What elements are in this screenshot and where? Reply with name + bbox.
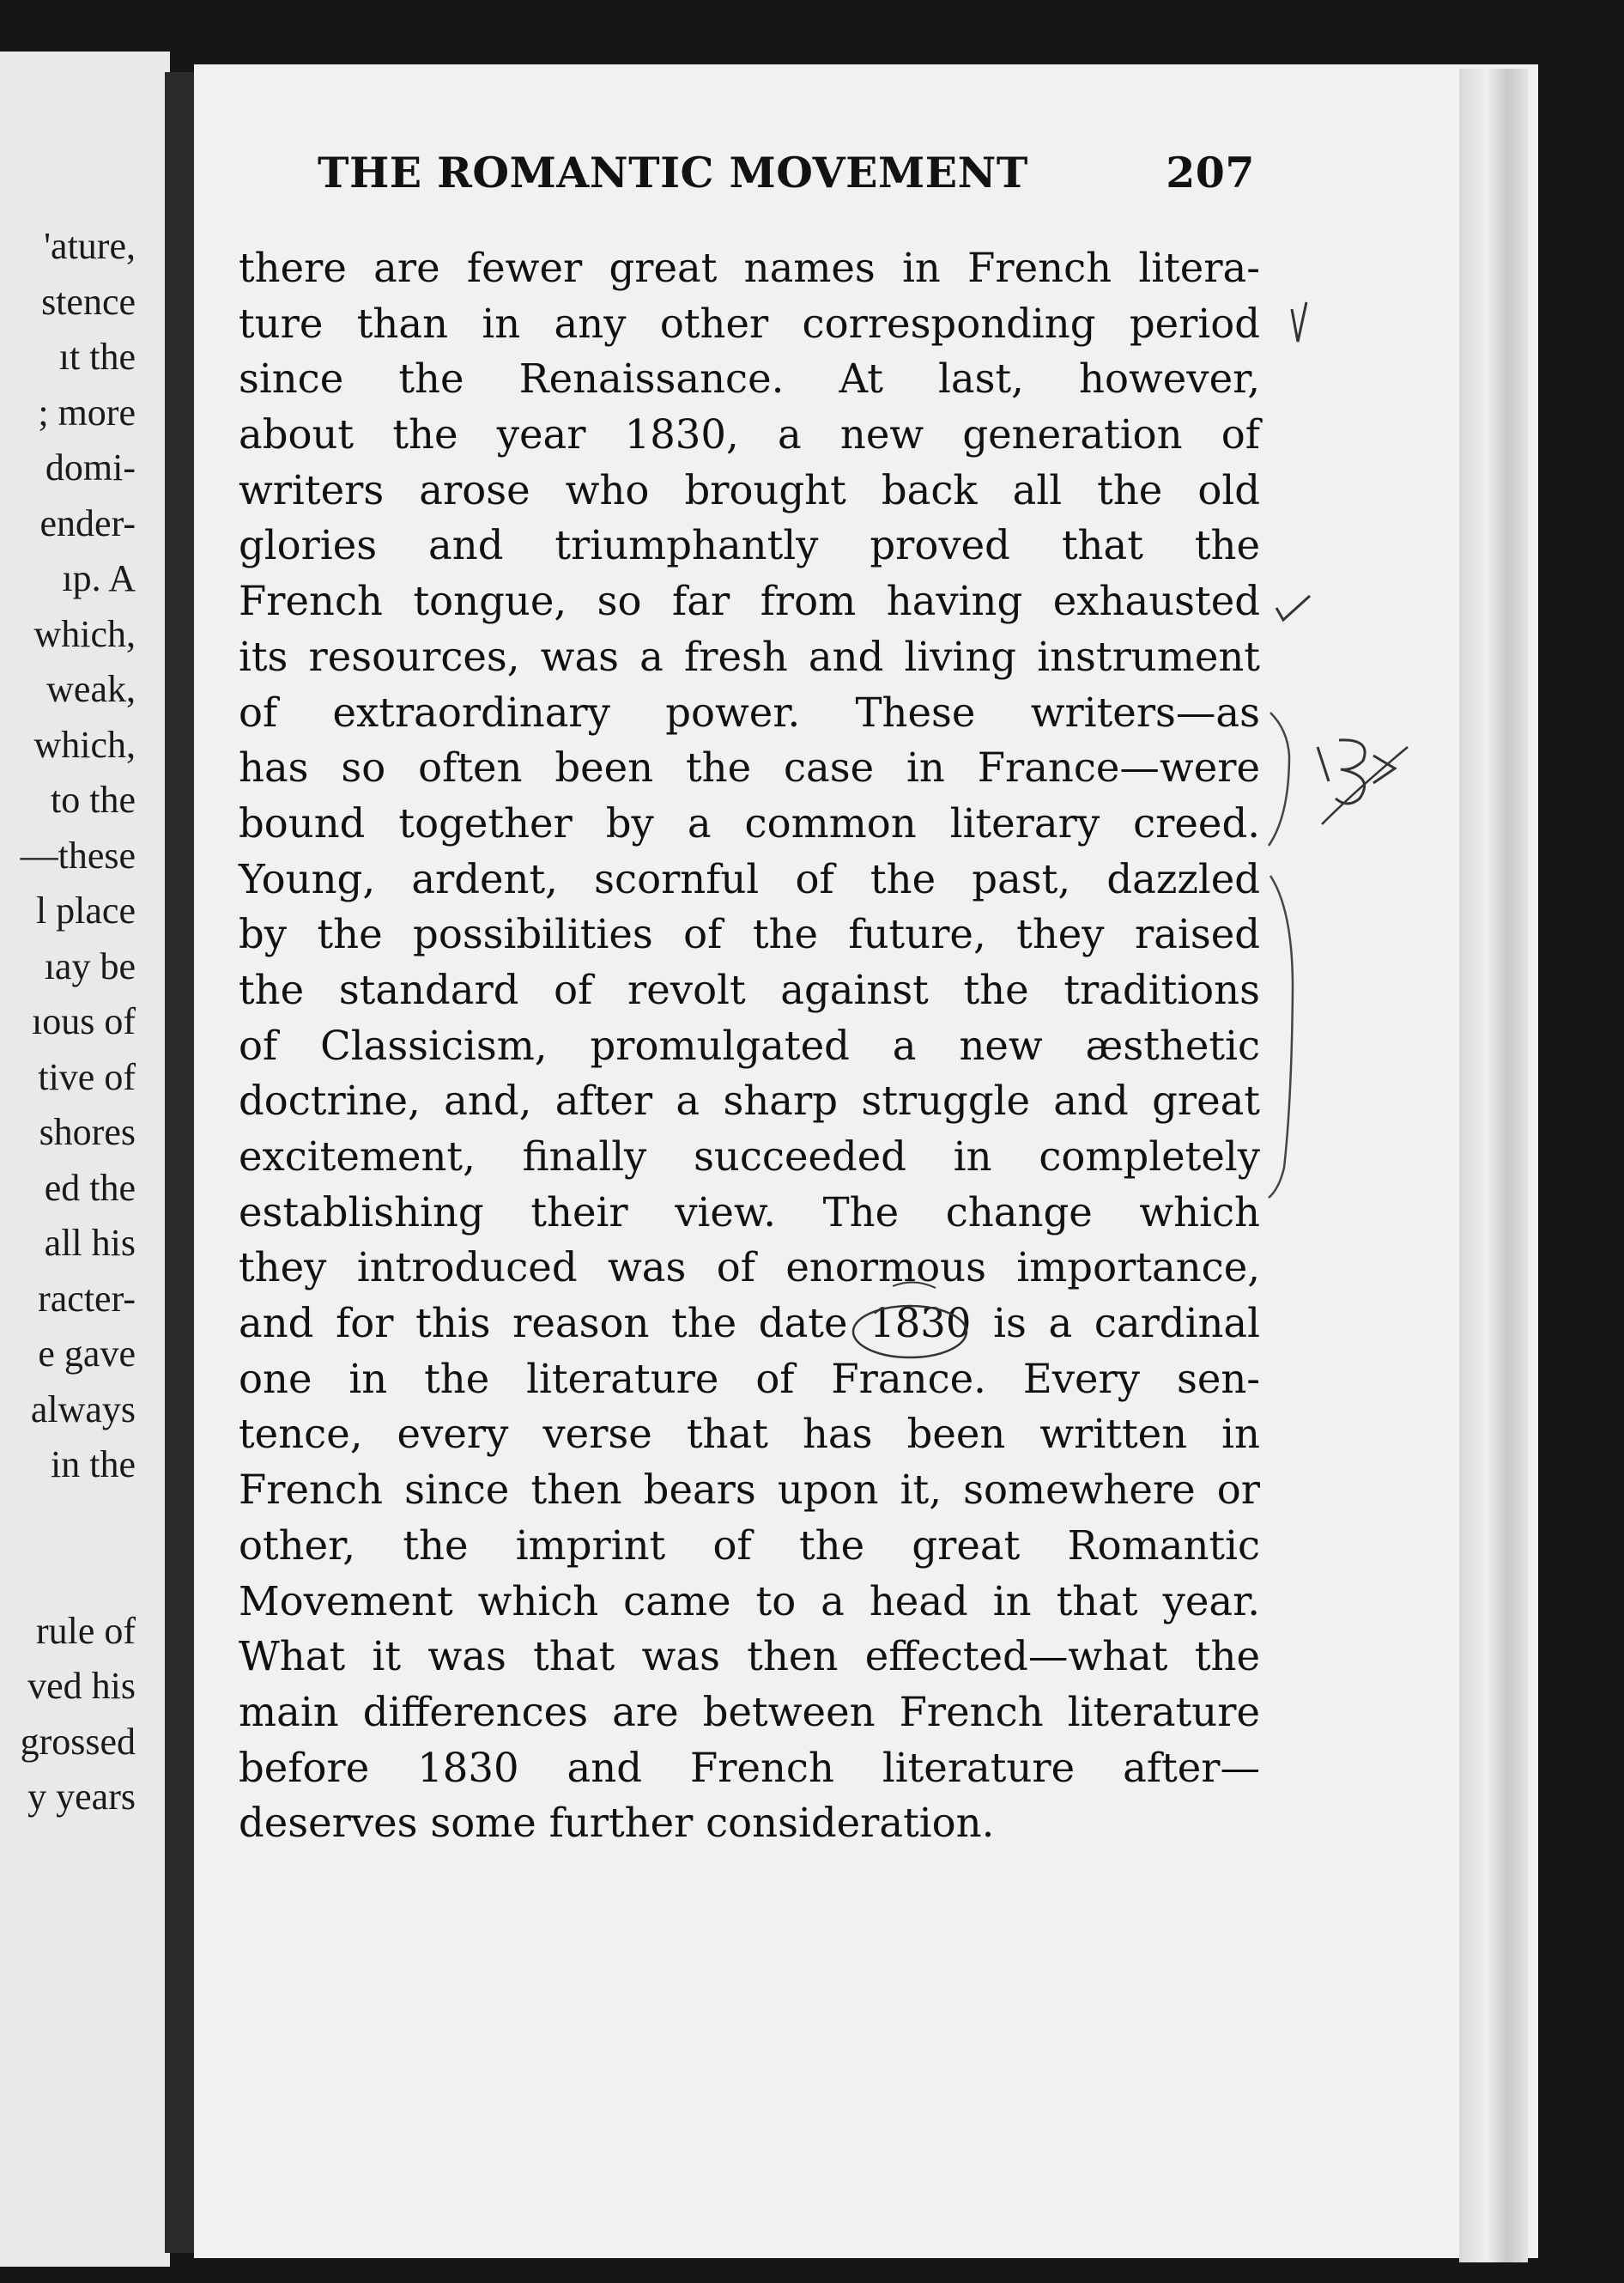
text-line: has so often been the case in France—were bbox=[239, 744, 1260, 792]
text-line: there are fewer great names in French litera- bbox=[239, 245, 1260, 291]
text-line: establishing their view. The change which bbox=[239, 1188, 1260, 1236]
text-line: main differences are between French literature bbox=[239, 1688, 1260, 1735]
running-header bbox=[318, 148, 1255, 204]
text-line: Movement which came to a head in that year. bbox=[239, 1577, 1260, 1624]
text-line: deserves some further consideration. bbox=[239, 1800, 995, 1847]
running-title: THE ROMANTIC MOVEMENT bbox=[318, 148, 1028, 197]
text-line: before 1830 and French literature after— bbox=[239, 1744, 1260, 1791]
text-line: glories and triumphantly proved that the bbox=[239, 522, 1260, 569]
left-page-line: always bbox=[30, 1387, 136, 1430]
left-page-line: which, bbox=[33, 612, 136, 655]
left-page-line: ıous of bbox=[32, 1000, 136, 1042]
left-page-line: rule of bbox=[35, 1609, 136, 1652]
text-line: of Classicism, promulgated a new æsthetic bbox=[239, 1022, 1260, 1069]
text-line: they introduced was of enormous importance, bbox=[239, 1244, 1260, 1291]
text-line: writers arose who brought back all the old bbox=[239, 466, 1260, 513]
text-line: What it was that was then effected—what the bbox=[239, 1633, 1260, 1680]
left-page-line: ved his bbox=[27, 1665, 136, 1707]
body-text bbox=[239, 240, 1260, 1851]
text-line: by the possibilities of the future, they raised bbox=[239, 911, 1260, 958]
paragraph-gap bbox=[21, 1493, 136, 1604]
text-line: one in the literature of France. Every sen- bbox=[239, 1355, 1260, 1402]
text-line: ture than in any other corresponding period bbox=[239, 300, 1260, 347]
text-line: Young, ardent, scornful of the past, dazzled bbox=[239, 855, 1260, 902]
left-page-line: to the bbox=[51, 779, 136, 821]
left-page-line: shores bbox=[39, 1111, 136, 1153]
left-page-line: domi- bbox=[45, 446, 136, 489]
left-page-line: weak, bbox=[46, 668, 136, 710]
text-line: excitement, finally succeeded in completely bbox=[239, 1133, 1260, 1180]
left-page-line: stence bbox=[41, 280, 136, 323]
text-line: other, the imprint of the great Romantic bbox=[239, 1521, 1260, 1569]
left-page-line: ıt the bbox=[58, 336, 136, 378]
left-page-line: ender- bbox=[39, 501, 136, 544]
left-page-line: which, bbox=[33, 723, 136, 766]
text-line: French since then bears upon it, somewhere or bbox=[239, 1466, 1260, 1514]
text-line: the standard of revolt against the traditions bbox=[239, 966, 1260, 1013]
text-line: since the Renaissance. At last, however, bbox=[239, 355, 1260, 403]
left-page-line: grossed bbox=[20, 1720, 136, 1763]
left-page-line: —these bbox=[20, 834, 136, 877]
page-edge bbox=[1459, 69, 1528, 2262]
left-page-text bbox=[21, 219, 136, 1825]
left-page-line: tive of bbox=[38, 1055, 136, 1098]
left-page-line: 'ature, bbox=[44, 225, 136, 267]
text-line: about the year 1830, a new generation of bbox=[239, 411, 1260, 458]
facing-left-page bbox=[0, 52, 170, 2267]
text-line: French tongue, so far from having exhausted bbox=[239, 578, 1260, 625]
left-page-line: racter- bbox=[38, 1277, 136, 1320]
text-line: of extraordinary power. These writers—as bbox=[239, 689, 1260, 736]
left-page-line: in the bbox=[51, 1443, 136, 1485]
left-page-line: all his bbox=[44, 1222, 136, 1264]
page-number: 207 bbox=[1166, 148, 1255, 197]
text-line: its resources, was a fresh and living instrument bbox=[239, 633, 1260, 680]
text-line: bound together by a common literary creed. bbox=[239, 799, 1260, 847]
left-page-line: ıay be bbox=[44, 944, 136, 987]
text-line: doctrine, and, after a sharp struggle and great bbox=[239, 1078, 1260, 1125]
left-page-line: e gave bbox=[38, 1333, 136, 1375]
left-page-line: y years bbox=[27, 1776, 136, 1818]
left-page-line: ; more bbox=[38, 391, 136, 434]
left-page-line: l place bbox=[35, 890, 136, 932]
left-page-line: ıp. A bbox=[62, 557, 136, 599]
text-line: and for this reason the date 1830 is a cardinal bbox=[239, 1300, 1260, 1347]
text-line: tence, every verse that has been written in bbox=[239, 1411, 1260, 1458]
left-page-line: ed the bbox=[44, 1166, 136, 1209]
